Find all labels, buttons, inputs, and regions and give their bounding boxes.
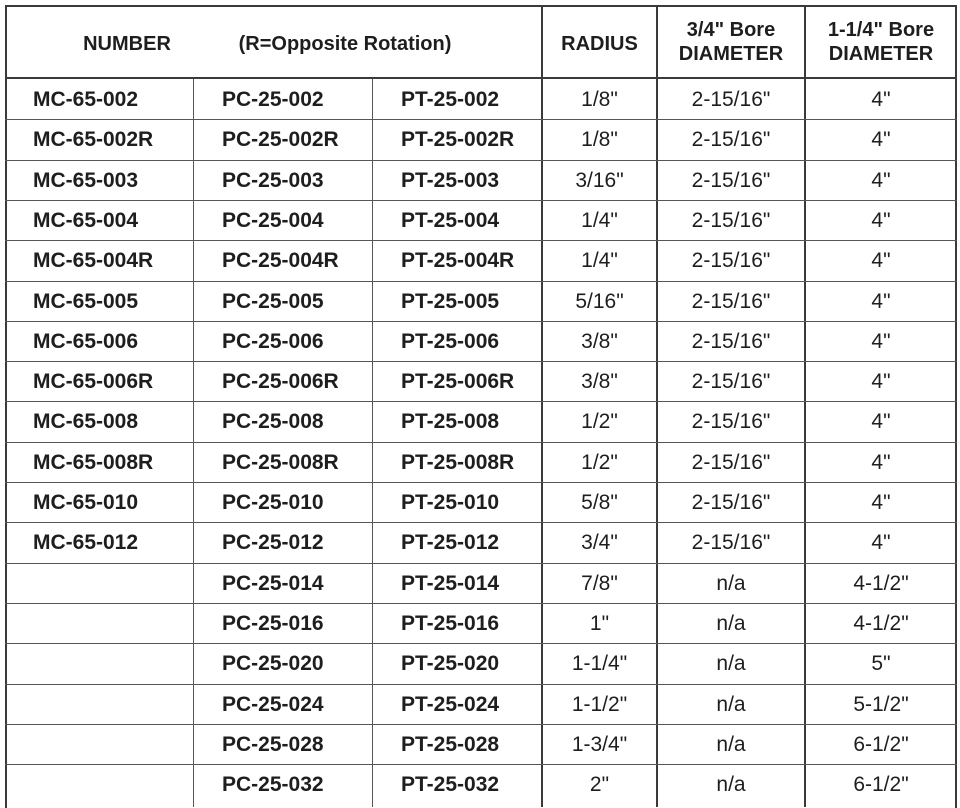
cell-mc-number: [33, 765, 193, 805]
cell-bore-114-diameter: 4": [871, 370, 891, 393]
cell-radius: 3/16": [575, 169, 624, 192]
cell-pc-number: PC-25-020: [222, 652, 324, 675]
cell-mc-number: MC-65-003: [33, 169, 139, 192]
header-bore-114: [806, 14, 956, 70]
cell-bore-114-diameter: 4-1/2": [853, 612, 909, 635]
cell-radius: 1-1/4": [571, 652, 628, 675]
cell-mc-number: MC-65-002R: [33, 128, 154, 151]
cell-mc-number: MC-65-004R: [33, 249, 154, 272]
cell-radius: 3/8": [581, 330, 618, 353]
cell-mc-number: [33, 725, 193, 765]
cell-radius: 3/4": [581, 531, 618, 554]
cell-pc-number: PC-25-006: [222, 330, 324, 353]
header-bore-34: [658, 14, 804, 70]
cell-pc-number: PC-25-010: [222, 491, 324, 514]
cell-mc-number: [33, 685, 193, 725]
cell-mc-number: MC-65-012: [33, 531, 139, 554]
cell-bore-114-diameter: 4": [871, 169, 891, 192]
cell-bore-34-diameter: n/a: [716, 652, 746, 675]
cell-radius: 1/8": [581, 128, 618, 151]
cell-pc-number: PC-25-016: [222, 612, 324, 635]
cell-bore-34-diameter: 2-15/16": [691, 330, 771, 353]
header-divider: [5, 77, 957, 79]
cell-pt-number: PT-25-004R: [401, 249, 515, 272]
cell-radius: 5/8": [581, 491, 618, 514]
header-number: NUMBER: [83, 33, 171, 55]
cell-pc-number: PC-25-024: [222, 693, 324, 716]
cell-radius: 1-1/2": [571, 693, 628, 716]
cell-pt-number: PT-25-002: [401, 88, 500, 111]
cell-pc-number: PC-25-002R: [222, 128, 339, 151]
cell-radius: 1-3/4": [571, 733, 628, 756]
cell-pt-number: PT-25-004: [401, 209, 500, 232]
cell-bore-114-diameter: 4": [871, 491, 891, 514]
cell-pt-number: PT-25-032: [401, 773, 500, 796]
cell-bore-34-diameter: n/a: [716, 612, 746, 635]
cell-pt-number: PT-25-006: [401, 330, 500, 353]
cell-radius: 1/4": [581, 249, 618, 272]
cell-radius: 5/16": [575, 290, 624, 313]
cell-radius: 1": [589, 612, 610, 635]
header-bore-114-line1: 1-1/4" Bore: [827, 19, 935, 41]
cell-pt-number: PT-25-024: [401, 693, 500, 716]
cell-pt-number: PT-25-006R: [401, 370, 515, 393]
cell-pt-number: PT-25-028: [401, 733, 500, 756]
cell-bore-34-diameter: 2-15/16": [691, 88, 771, 111]
cell-pc-number: PC-25-032: [222, 773, 324, 796]
cell-pt-number: PT-25-012: [401, 531, 500, 554]
header-radius: RADIUS: [561, 33, 638, 55]
cell-mc-number: MC-65-008: [33, 410, 139, 433]
cell-pt-number: PT-25-008: [401, 410, 500, 433]
cell-mc-number: MC-65-008R: [33, 451, 154, 474]
cell-mc-number: [33, 644, 193, 684]
cell-pc-number: PC-25-014: [222, 572, 324, 595]
header-bore-34-line1: 3/4" Bore: [686, 19, 776, 41]
cell-pc-number: PC-25-006R: [222, 370, 339, 393]
header-bore-34-line2: DIAMETER: [678, 43, 784, 65]
cell-bore-114-diameter: 4": [871, 410, 891, 433]
header-bore-114-line2: DIAMETER: [828, 43, 934, 65]
cell-pt-number: PT-25-008R: [401, 451, 515, 474]
cell-pc-number: PC-25-002: [222, 88, 324, 111]
cell-bore-114-diameter: 4": [871, 330, 891, 353]
cell-bore-114-diameter: 6-1/2": [853, 773, 909, 796]
cell-pc-number: PC-25-008: [222, 410, 324, 433]
cell-radius: 3/8": [581, 370, 618, 393]
cell-pt-number: PT-25-020: [401, 652, 500, 675]
cell-bore-34-diameter: n/a: [716, 773, 746, 796]
cell-bore-114-diameter: 4": [871, 451, 891, 474]
cell-radius: 1/2": [581, 451, 618, 474]
cell-radius: 1/8": [581, 88, 618, 111]
cell-pt-number: PT-25-010: [401, 491, 500, 514]
cell-bore-34-diameter: n/a: [716, 572, 746, 595]
cell-bore-34-diameter: 2-15/16": [691, 249, 771, 272]
cell-bore-114-diameter: 4": [871, 128, 891, 151]
cell-bore-34-diameter: 2-15/16": [691, 370, 771, 393]
cell-bore-114-diameter: 6-1/2": [853, 733, 909, 756]
cell-pc-number: PC-25-004: [222, 209, 324, 232]
cell-radius: 7/8": [581, 572, 618, 595]
cell-mc-number: MC-65-002: [33, 88, 139, 111]
cell-bore-114-diameter: 4": [871, 249, 891, 272]
cell-bore-114-diameter: 4": [871, 209, 891, 232]
cell-mc-number: MC-65-010: [33, 491, 139, 514]
cell-bore-114-diameter: 5-1/2": [853, 693, 909, 716]
cell-bore-34-diameter: 2-15/16": [691, 290, 771, 313]
cell-bore-34-diameter: 2-15/16": [691, 491, 771, 514]
cell-bore-114-diameter: 4": [871, 88, 891, 111]
cell-pt-number: PT-25-002R: [401, 128, 515, 151]
header-rotation-note: (R=Opposite Rotation): [238, 33, 452, 55]
cell-mc-number: MC-65-006R: [33, 370, 154, 393]
cell-mc-number: [33, 564, 193, 604]
cell-mc-number: MC-65-005: [33, 290, 139, 313]
cell-pt-number: PT-25-005: [401, 290, 500, 313]
cell-pc-number: PC-25-008R: [222, 451, 339, 474]
cell-pc-number: PC-25-005: [222, 290, 324, 313]
cell-bore-114-diameter: 4-1/2": [853, 572, 909, 595]
cell-bore-34-diameter: 2-15/16": [691, 410, 771, 433]
cell-bore-34-diameter: 2-15/16": [691, 128, 771, 151]
cell-pt-number: PT-25-014: [401, 572, 500, 595]
cell-pc-number: PC-25-012: [222, 531, 324, 554]
cell-bore-34-diameter: n/a: [716, 693, 746, 716]
cell-bore-114-diameter: 4": [871, 531, 891, 554]
cell-bore-34-diameter: 2-15/16": [691, 451, 771, 474]
cell-radius: 1/4": [581, 209, 618, 232]
cell-bore-34-diameter: 2-15/16": [691, 169, 771, 192]
cell-bore-34-diameter: 2-15/16": [691, 531, 771, 554]
cell-bore-34-diameter: n/a: [716, 733, 746, 756]
cell-mc-number: MC-65-004: [33, 209, 139, 232]
cell-mc-number: MC-65-006: [33, 330, 139, 353]
cell-bore-114-diameter: 4": [871, 290, 891, 313]
cell-pt-number: PT-25-003: [401, 169, 500, 192]
cell-bore-114-diameter: 5": [871, 652, 891, 675]
cell-pc-number: PC-25-028: [222, 733, 324, 756]
cell-bore-34-diameter: 2-15/16": [691, 209, 771, 232]
cell-radius: 2": [589, 773, 610, 796]
cell-radius: 1/2": [581, 410, 618, 433]
cell-pt-number: PT-25-016: [401, 612, 500, 635]
cell-mc-number: [33, 604, 193, 644]
cell-pc-number: PC-25-004R: [222, 249, 339, 272]
cell-pc-number: PC-25-003: [222, 169, 324, 192]
